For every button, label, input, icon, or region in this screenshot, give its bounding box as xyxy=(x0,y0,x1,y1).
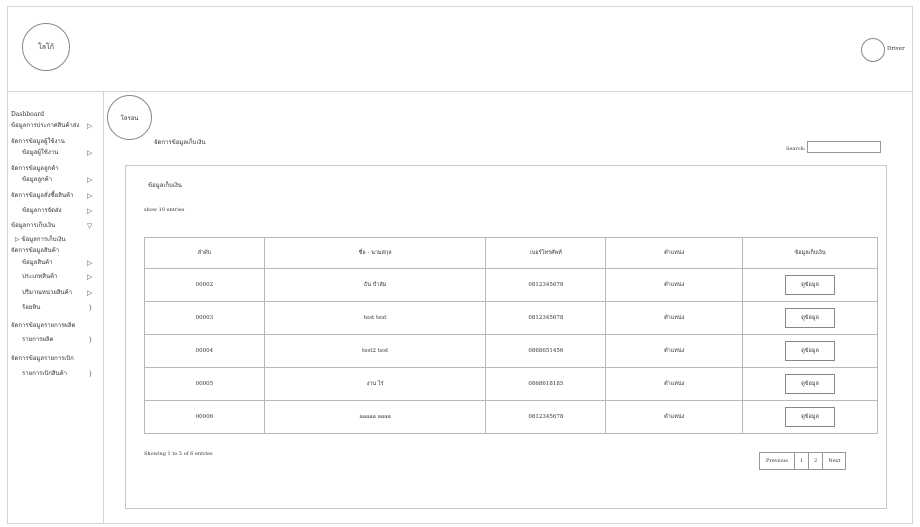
chevron-right-icon[interactable]: ▷ xyxy=(87,273,93,281)
pagination xyxy=(759,452,846,470)
app-frame xyxy=(7,6,913,524)
view-data-button[interactable]: ดูข้อมูล xyxy=(785,341,835,361)
col-header-collection[interactable]: ข้อมูลเก็บเงิน xyxy=(743,238,878,269)
page-badge xyxy=(107,95,152,140)
view-data-button[interactable]: ดูข้อมูล xyxy=(785,374,835,394)
cell-position: ตำแหน่ง xyxy=(606,335,743,368)
pagination-previous[interactable]: Previous xyxy=(766,458,788,464)
chevron-right-icon[interactable]: ▷ xyxy=(87,259,93,267)
table-row xyxy=(145,335,878,368)
cell-action xyxy=(743,401,878,434)
show-entries[interactable]: show 10 entries xyxy=(144,207,185,213)
cell-phone: 0812345678 xyxy=(486,401,606,434)
sidebar-item-production[interactable]: รายการผลิต xyxy=(22,336,54,343)
cell-phone: 0812345678 xyxy=(486,269,606,302)
chevron-right-icon[interactable]: ▷ xyxy=(87,207,93,215)
cell-action xyxy=(743,269,878,302)
sidebar-item-delivery[interactable]: ข้อมูลการจัดส่ง xyxy=(22,207,62,214)
table-row xyxy=(145,269,878,302)
page-title: จัดการข้อมูลเก็บเงิน xyxy=(154,139,206,146)
chevron-right-icon[interactable]: ▷ xyxy=(87,289,93,297)
sidebar xyxy=(8,91,104,523)
col-header-phone[interactable]: เบอร์โทรศัพท์ xyxy=(486,238,606,269)
sidebar-group-users: จัดการข้อมูลผู้ใช้งาน xyxy=(11,138,65,145)
chevron-right-icon[interactable]: ▷ xyxy=(87,192,93,200)
search-input[interactable] xyxy=(807,141,881,153)
sidebar-item-collection[interactable]: ข้อมูลการเก็บเงิน xyxy=(11,222,56,229)
cell-position: ตำแหน่ง xyxy=(606,269,743,302)
chevron-right-icon[interactable]: ) xyxy=(89,370,92,378)
showing-entries-text: Showing 1 to 5 of 6 entries xyxy=(144,451,213,457)
cell-id: 00006 xyxy=(145,401,265,434)
sidebar-group-customers: จัดการข้อมูลลูกค้า xyxy=(11,165,59,172)
cell-name: งาน ไร่ xyxy=(264,368,486,401)
card-title: ข้อมูลเก็บเงิน xyxy=(148,182,182,189)
col-header-name[interactable]: ชื่อ - นามสกุล xyxy=(264,238,486,269)
cell-position: ตำแหน่ง xyxy=(606,368,743,401)
sidebar-item-customers[interactable]: ข้อมูลลูกค้า xyxy=(22,176,53,183)
view-data-button[interactable]: ดูข้อมูล xyxy=(785,275,835,295)
sidebar-item-product-units[interactable]: ปริมาณหน่วยสินค้า xyxy=(22,289,73,296)
table-row xyxy=(145,401,878,434)
logo[interactable] xyxy=(22,23,70,71)
cell-name: test2 test xyxy=(264,335,486,368)
sidebar-item-sales-announcement[interactable]: ข้อมูลการประกาศสินค้าส่ง xyxy=(11,122,80,129)
pagination-next[interactable]: Next xyxy=(822,453,845,469)
cell-action xyxy=(743,335,878,368)
sidebar-subitem-collection[interactable]: ▷ ข้อมูลการเก็บเงิน xyxy=(15,236,66,243)
col-header-position[interactable]: ตำแหน่ง xyxy=(606,238,743,269)
sidebar-group-withdrawal: จัดการข้อมูลรายการเบิก xyxy=(11,355,74,362)
logo-text: โลโก้ xyxy=(37,42,55,51)
cell-phone: 0868651456 xyxy=(486,335,606,368)
sidebar-item-users[interactable]: ข้อมูลผู้ใช้งาน xyxy=(22,149,59,156)
main-content xyxy=(104,91,912,523)
chevron-right-icon[interactable]: ) xyxy=(89,304,92,312)
col-header-index[interactable]: ลำดับ xyxy=(145,238,265,269)
cell-phone: 0868618185 xyxy=(486,368,606,401)
sidebar-group-products: จัดการข้อมูลสินค้า xyxy=(11,247,60,254)
view-data-button[interactable]: ดูข้อมูล xyxy=(785,407,835,427)
table-header-row xyxy=(145,238,878,269)
top-header xyxy=(8,7,912,92)
cell-position: ตำแหน่ง xyxy=(606,401,743,434)
cell-phone: 0812345678 xyxy=(486,302,606,335)
content-card xyxy=(125,165,887,509)
cell-action xyxy=(743,368,878,401)
data-table xyxy=(144,237,878,434)
table-row xyxy=(145,368,878,401)
view-data-button[interactable]: ดูข้อมูล xyxy=(785,308,835,328)
search-label: Search: xyxy=(786,146,806,152)
cell-action xyxy=(743,302,878,335)
cell-id: 00003 xyxy=(145,302,265,335)
sidebar-group-production: จัดการข้อมูลรายการผลิต xyxy=(11,322,76,329)
pagination-page-2[interactable]: 2 xyxy=(808,453,822,469)
chevron-down-icon[interactable]: ▽ xyxy=(87,222,93,230)
user-avatar[interactable] xyxy=(861,38,885,62)
cell-name: aaaaa aaaa xyxy=(264,401,486,434)
pagination-page-1[interactable]: 1 xyxy=(794,453,808,469)
cell-name: ธัน ปำลัม xyxy=(264,269,486,302)
cell-id: 00005 xyxy=(145,368,265,401)
sidebar-item-dashboard[interactable]: Dashboard xyxy=(11,111,45,118)
user-name[interactable]: Driver xyxy=(887,46,905,52)
cell-name: test test xyxy=(264,302,486,335)
chevron-right-icon[interactable]: ) xyxy=(89,336,92,344)
cell-id: 00004 xyxy=(145,335,265,368)
table-row xyxy=(145,302,878,335)
chevron-right-icon[interactable]: ▷ xyxy=(87,149,93,157)
sidebar-item-withdrawal[interactable]: รายการเบิกสินค้า xyxy=(22,370,67,377)
page-badge-text: โลรอน xyxy=(120,114,139,122)
sidebar-item-stone[interactable]: ร้อยหิน xyxy=(22,304,41,311)
chevron-right-icon[interactable]: ▷ xyxy=(87,122,93,130)
sidebar-item-products[interactable]: ข้อมูลสินค้า xyxy=(22,259,53,266)
sidebar-item-product-types[interactable]: ประเภทสินค้า xyxy=(22,273,58,280)
cell-id: 00002 xyxy=(145,269,265,302)
sidebar-item-orders[interactable]: จัดการข้อมูลสั่งซื้อสินค้า xyxy=(11,192,74,199)
cell-position: ตำแหน่ง xyxy=(606,302,743,335)
chevron-right-icon[interactable]: ▷ xyxy=(87,176,93,184)
